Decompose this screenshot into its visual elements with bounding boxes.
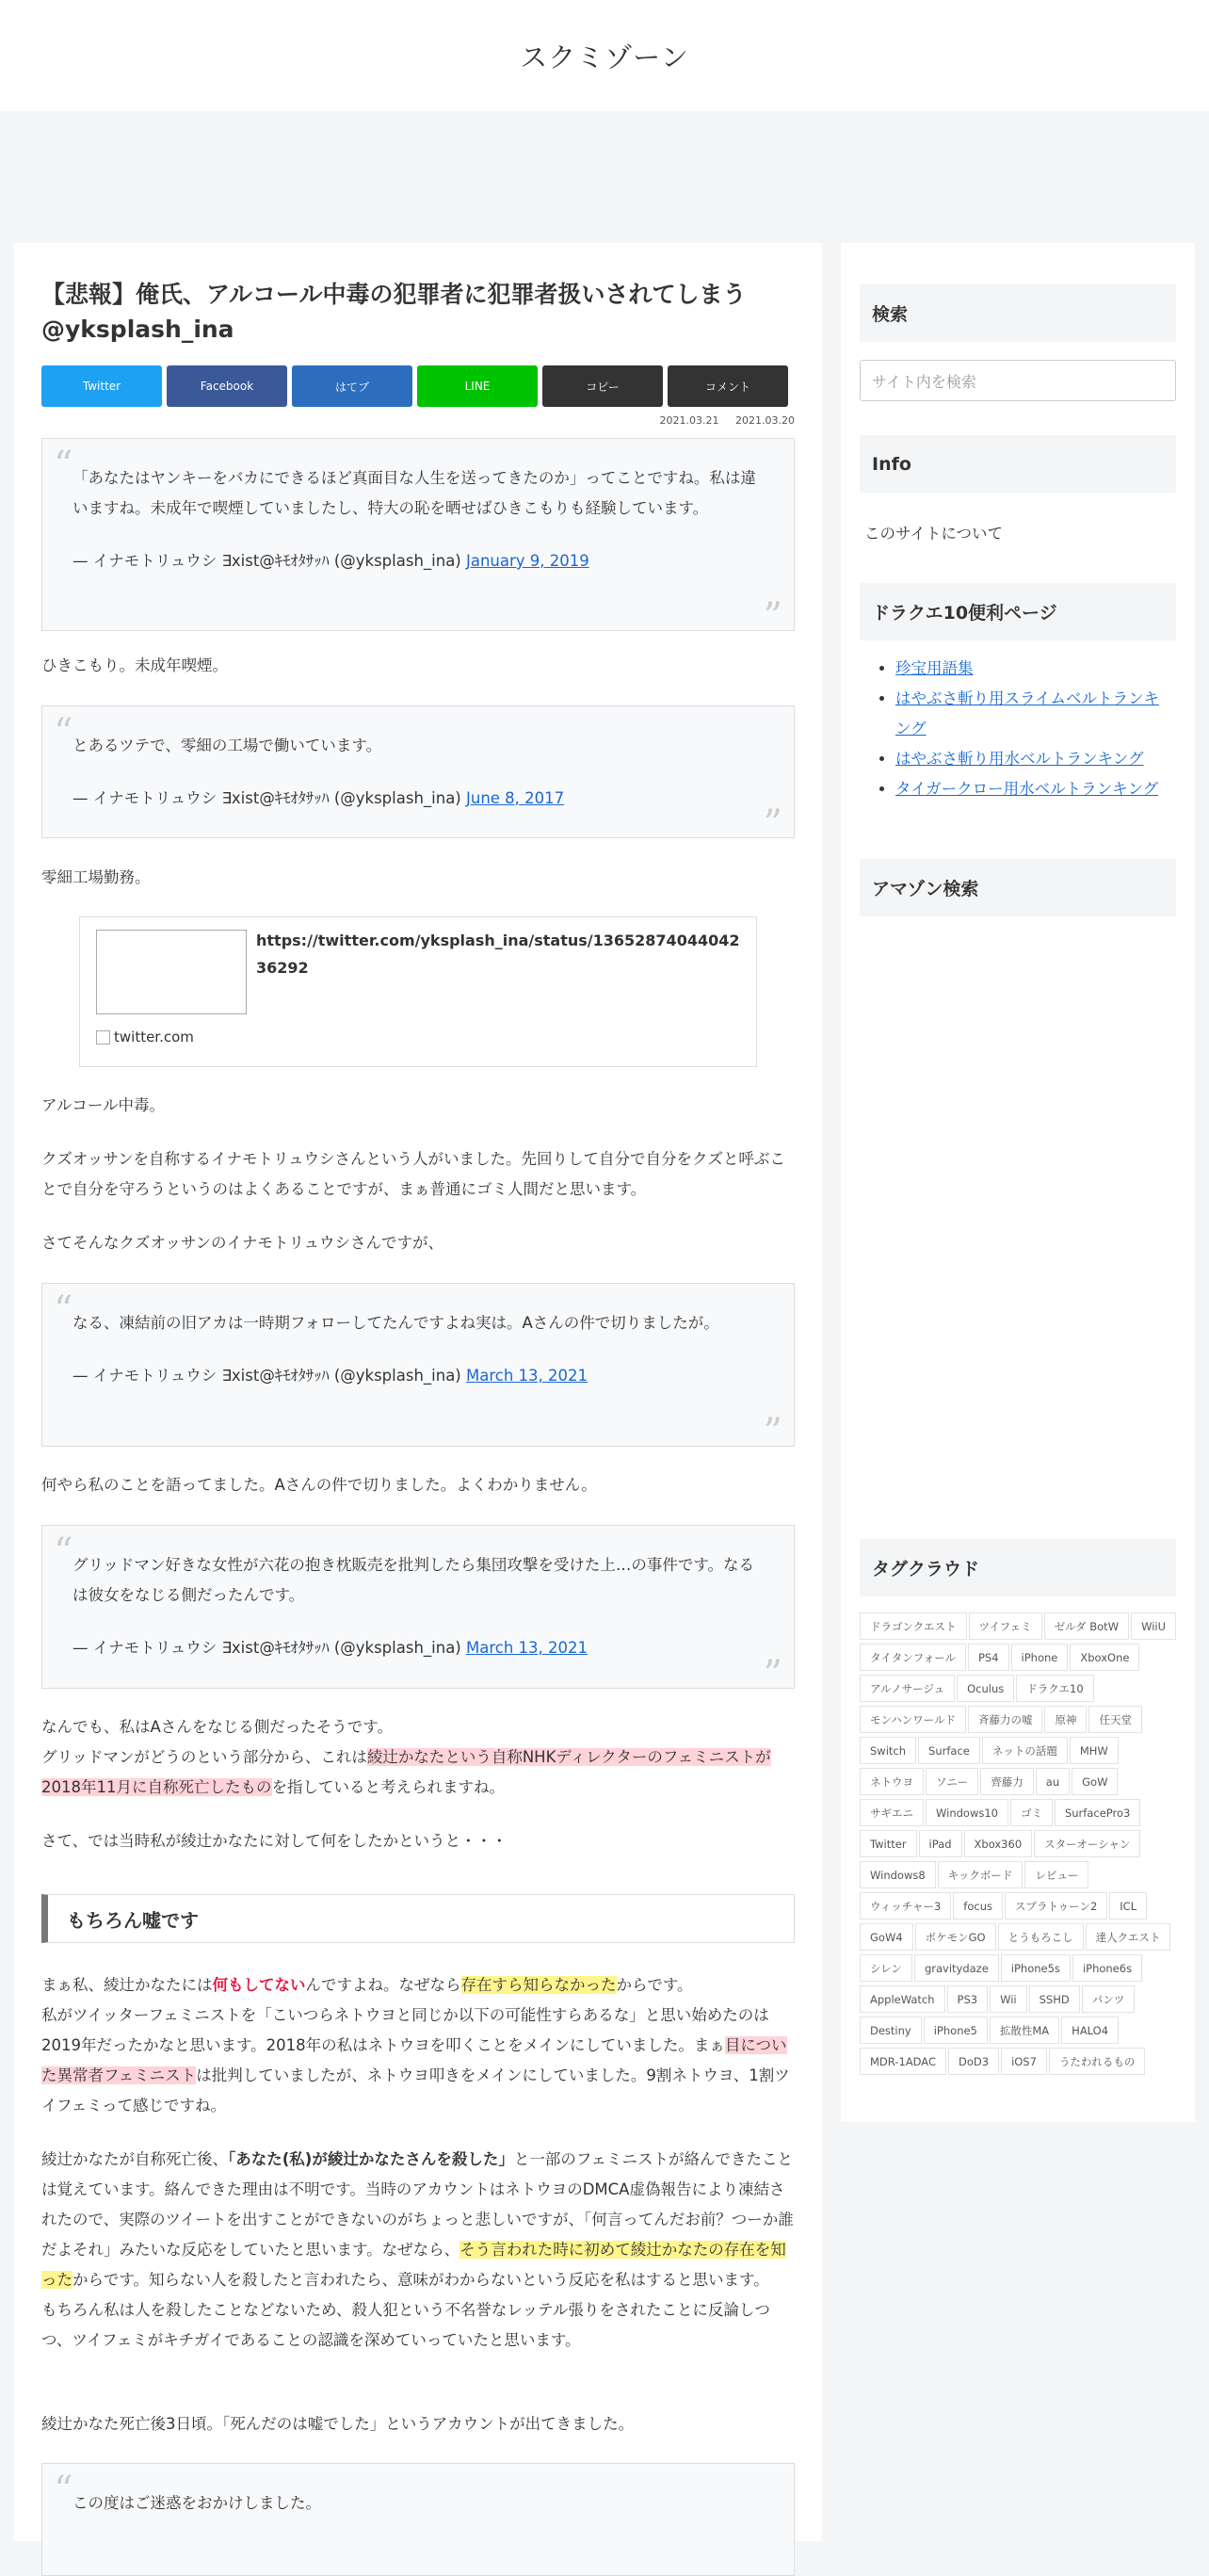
tag-link[interactable]: AppleWatch xyxy=(860,1985,945,2013)
paragraph: 何やら私のことを語ってました。Aさんの件で切りました。よくわかりません。 xyxy=(41,1476,597,1494)
tag-link[interactable]: ウィッチャー3 xyxy=(860,1892,951,1920)
tag-link[interactable]: HALO4 xyxy=(1061,2017,1119,2044)
tag-link[interactable]: レビュー xyxy=(1024,1861,1088,1888)
tag-link[interactable]: PS3 xyxy=(947,1985,989,2013)
tag-link[interactable]: ネトウヨ xyxy=(860,1768,924,1795)
tag-link[interactable]: とうもろこし xyxy=(998,1923,1084,1951)
open-quote-icon: “ xyxy=(54,1531,73,1574)
share-line-button[interactable]: LINE xyxy=(417,365,538,407)
quote-date-link[interactable]: March 13, 2021 xyxy=(466,1639,588,1657)
tag-link[interactable]: 拡散性MA xyxy=(990,2017,1059,2044)
dq-link[interactable]: 珍宝用語集 xyxy=(895,659,974,677)
twitter-quote xyxy=(41,705,795,846)
paragraph: 零細工場勤務。 xyxy=(41,868,151,886)
tag-link[interactable]: キックボード xyxy=(938,1861,1024,1888)
close-quote-icon: ” xyxy=(763,802,782,846)
tagcloud-widget-title: タグクラウド xyxy=(860,1539,1176,1596)
quote-text: 「あなたはヤンキーをバカにできるほど真面目な人生を送ってきたのか」ってことですね。私は違いますね。未成年で喫煙していましたし、特大の恥を晒せばひきこもりも経験しています。 xyxy=(73,469,756,517)
quote-attribution: — イナモトリュウシ ∃xist@ｷﾓｵﾀｻｯﾊ (@yksplash_ina) March 13, 2021 xyxy=(73,1367,588,1385)
about-link[interactable]: このサイトについて xyxy=(864,525,1004,543)
tag-link[interactable]: gravitydaze xyxy=(914,1954,999,1982)
tag-link[interactable]: ソニー xyxy=(926,1768,978,1795)
paragraph: 綾辻かなたが自称死亡後、「あなた(私)が綾辻かなたさんを殺した」と一部のフェミニストが絡んできたことは覚えています。絡んできた理由は不明です。当時のアカウントはネトウヨのDMCA虚偽報告により凍結されたので、実際のツイートを出すことができないのがちょっと悲しいですが、「何言ってんだお前？つーか誰だよそれ」みたいな反応をしていたと思います。なぜなら、そう言われた時に初めて綾辻かなたの存在を知ったからです。知らない人を殺したと言われたら、意味がわからないという反応を私はすると思います。 もちろん私は人を殺したことなどないため、殺人犯という不名誉なレッテル張りをされたことに反論しつつ、ツイフェミがキチガイであることの認識を深めていっていたと思います。 xyxy=(41,2150,794,2349)
published-date: 2021.03.21 xyxy=(659,414,719,427)
card-url: https://twitter.com/yksplash_ina/status/1365287404404236292 xyxy=(256,932,740,977)
tag-link[interactable]: Windows10 xyxy=(926,1799,1008,1826)
article-title: 【悲報】俺氏、アルコール中毒の犯罪者に犯罪者扱いされてしまう @yksplash_ina xyxy=(41,281,747,343)
tag-link[interactable]: 任天堂 xyxy=(1088,1706,1142,1733)
tag-link[interactable]: iPhone xyxy=(1011,1644,1069,1671)
paragraph: 綾辻かなた死亡後3日頃。「死んだのは嘘でした」というアカウントが出てきました。 xyxy=(41,2415,635,2433)
tag-link[interactable]: 原神 xyxy=(1044,1706,1087,1733)
paragraph: さてそんなクズオッサンのイナモトリュウシさんですが、 xyxy=(41,1234,444,1252)
tag-link[interactable]: 斉藤力の嘘 xyxy=(968,1706,1043,1733)
site-header xyxy=(0,0,1209,111)
search-widget-title: 検索 xyxy=(860,284,1176,342)
card-site: twitter.com xyxy=(96,1029,194,1045)
paragraph: クズオッサンを自称するイナモトリュウシさんという人がいました。先回りして自分で自分をクズと呼ぶことで自分を守ろうというのはよくあることですが、まぁ普通にゴミ人間だと思います。 xyxy=(41,1150,785,1198)
tag-link[interactable]: iOS7 xyxy=(1001,2048,1047,2075)
tag-link[interactable]: ポケモンGO xyxy=(915,1923,996,1951)
tag-link[interactable]: GoW4 xyxy=(860,1923,913,1951)
share-hatebu-button[interactable]: はてブ xyxy=(292,365,412,407)
close-quote-icon: ” xyxy=(763,595,782,639)
tag-link[interactable]: スプラトゥーン2 xyxy=(1005,1892,1107,1920)
site-title[interactable]: スクミゾーン xyxy=(520,41,689,73)
open-quote-icon: “ xyxy=(54,444,73,487)
dq-link[interactable]: はやぶさ斬り用スライムベルトランキング xyxy=(895,689,1160,737)
quote-attribution: — イナモトリュウシ ∃xist@ｷﾓｵﾀｻｯﾊ (@yksplash_ina) January 9, 2019 xyxy=(73,552,589,570)
tag-link[interactable]: うたわれるもの xyxy=(1049,2048,1146,2075)
tag-cloud xyxy=(860,1612,1180,2075)
quote-text: この度はご迷惑をおかけしました。 xyxy=(73,2494,321,2512)
tag-link[interactable]: MDR-1ADAC xyxy=(860,2048,946,2075)
tag-link[interactable]: ドラゴンクエスト xyxy=(860,1612,967,1640)
close-quote-icon: ” xyxy=(763,1653,782,1696)
quote-text: グリッドマン好きな女性が六花の抱き枕販売を批判したら集団攻撃を受けた上…の事件です。なるは彼女をなじる側だったんです。 xyxy=(73,1556,755,1604)
open-quote-icon: “ xyxy=(54,711,73,754)
quote-date-link[interactable]: January 9, 2019 xyxy=(466,552,589,570)
quote-attribution: — イナモトリュウシ ∃xist@ｷﾓｵﾀｻｯﾊ (@yksplash_ina) June 8, 2017 xyxy=(73,789,565,807)
dq-links xyxy=(879,654,1170,804)
twitter-quote xyxy=(41,1525,795,1696)
quote-text: なる、凍結前の旧アカは一時期フォローしてたんですよね実は。Aさんの件で切りましたが。 xyxy=(73,1314,719,1332)
tag-link[interactable]: iPad xyxy=(919,1830,962,1857)
amazon-widget-title: アマゾン検索 xyxy=(860,859,1176,916)
tag-link[interactable]: Switch xyxy=(860,1737,916,1764)
tag-link[interactable]: ゴミ xyxy=(1010,1799,1053,1826)
tag-link[interactable]: XboxOne xyxy=(1070,1644,1139,1671)
paragraph: アルコール中毒。 xyxy=(41,1096,166,1114)
tag-link[interactable]: MHW xyxy=(1070,1737,1119,1764)
tag-link[interactable]: ネットの話題 xyxy=(982,1737,1068,1764)
share-facebook-button[interactable]: Facebook xyxy=(167,365,287,407)
share-copy-button[interactable]: コピー xyxy=(542,365,663,407)
tag-link[interactable]: PS4 xyxy=(968,1644,1009,1671)
tag-link[interactable]: Twitter xyxy=(860,1830,917,1857)
tag-link[interactable]: ゼルダ BotW xyxy=(1044,1612,1130,1640)
quote-text: とあるツテで、零細の工場で働いています。 xyxy=(73,737,382,754)
paragraph: なんでも、私はAさんをなじる側だったそうです。 グリッドマンがどうのという部分から、これは綾辻かなたという自称NHKディレクターのフェミニストが2018年11月に自称死亡したものを指していると考えられますね。 xyxy=(41,1718,771,1796)
tag-link[interactable]: GoW xyxy=(1072,1768,1118,1795)
tag-link[interactable]: SSHD xyxy=(1029,1985,1080,2013)
dq-link[interactable]: タイガークロー用水ベルトランキング xyxy=(895,780,1159,798)
twitter-quote xyxy=(41,2463,795,2576)
tag-link[interactable]: アルノサージュ xyxy=(860,1675,955,1702)
share-twitter-button[interactable]: Twitter xyxy=(41,365,162,407)
open-quote-icon: “ xyxy=(54,2469,73,2512)
tag-link[interactable]: 齊藤力 xyxy=(980,1768,1034,1795)
dq-link[interactable]: はやぶさ斬り用水ベルトランキング xyxy=(895,750,1144,768)
updated-date: 2021.03.20 xyxy=(735,414,795,427)
tag-link[interactable]: DoD3 xyxy=(948,2048,999,2075)
share-comment-button[interactable]: コメント xyxy=(668,365,788,407)
tag-link[interactable]: iPhone6s xyxy=(1072,1954,1142,1982)
dq-widget-title: ドラクエ10便利ページ xyxy=(860,583,1176,640)
tag-link[interactable]: WiiU xyxy=(1131,1612,1176,1640)
tag-link[interactable]: Destiny xyxy=(860,2017,922,2044)
tag-link[interactable]: タイタンフォール xyxy=(860,1644,966,1671)
tag-link[interactable]: ドラクエ10 xyxy=(1016,1675,1093,1702)
tag-link[interactable]: focus xyxy=(953,1892,1003,1920)
blog-card[interactable] xyxy=(79,916,757,1067)
article-body xyxy=(14,243,822,2541)
tag-link[interactable]: au xyxy=(1036,1768,1070,1795)
tag-link[interactable]: モンハンワールド xyxy=(860,1706,966,1733)
quote-date-link[interactable]: March 13, 2021 xyxy=(466,1367,588,1385)
sidebar xyxy=(841,243,1195,2122)
quote-attribution: — イナモトリュウシ ∃xist@ｷﾓｵﾀｻｯﾊ (@yksplash_ina) March 13, 2021 xyxy=(73,1639,588,1657)
tag-link[interactable]: Oculus xyxy=(957,1675,1014,1702)
section-heading: もちろん嘘です xyxy=(41,1894,795,1943)
tag-link[interactable]: ツイフェミ xyxy=(969,1612,1042,1640)
highlight-marker: 綾辻かなたという自称NHKディレクターのフェミニストが2018年11月に自称死亡したもの xyxy=(41,1748,771,1796)
paragraph: さて、では当時私が綾辻かなたに対して何をしたかというと・・・ xyxy=(41,1832,508,1850)
tag-link[interactable]: 達人クエスト xyxy=(1086,1923,1171,1951)
search-input[interactable]: サイト内を検索 xyxy=(860,360,1176,401)
tag-link[interactable]: シレン xyxy=(860,1954,912,1982)
favicon-icon xyxy=(96,1030,110,1045)
tag-link[interactable]: Wii xyxy=(990,1985,1027,2013)
paragraph: まぁ私、綾辻かなたには何もしてないんですよね。なぜなら存在すら知らなかったからです。 私がツイッターフェミニストを「こいつらネトウヨと同じか以下の可能性すらあるな」と思い始めたのは2019年だったかなと思います。2018年の私はネトウヨを叩くことをメインにしていました。まぁ目についた異常者フェミニストは批判していましたが、ネトウヨ叩きをメインにしていました。9割ネトウヨ、1割ツイフェミって感じですね。 xyxy=(41,1976,790,2114)
paragraph: ひきこもり。未成年喫煙。 xyxy=(41,656,228,674)
tag-link[interactable]: Windows8 xyxy=(860,1861,936,1888)
quote-date-link[interactable]: June 8, 2017 xyxy=(466,789,565,807)
tag-link[interactable]: スターオーシャン xyxy=(1034,1830,1140,1857)
tag-link[interactable]: Xbox360 xyxy=(964,1830,1033,1857)
tag-link[interactable]: iPhone5 xyxy=(924,2017,988,2044)
card-thumbnail xyxy=(96,930,247,1014)
tag-link[interactable]: SurfacePro3 xyxy=(1055,1799,1140,1826)
tag-link[interactable]: パンツ xyxy=(1082,1985,1136,2013)
tag-link[interactable]: iPhone5s xyxy=(1001,1954,1071,1982)
twitter-quote xyxy=(41,1283,795,1454)
tag-link[interactable]: ICL xyxy=(1109,1892,1147,1920)
tag-link[interactable]: Surface xyxy=(918,1737,980,1764)
close-quote-icon: ” xyxy=(763,1411,782,1454)
info-widget-title: Info xyxy=(860,435,1176,493)
open-quote-icon: “ xyxy=(54,1288,73,1332)
tag-link[interactable]: サギエニ xyxy=(860,1799,924,1826)
